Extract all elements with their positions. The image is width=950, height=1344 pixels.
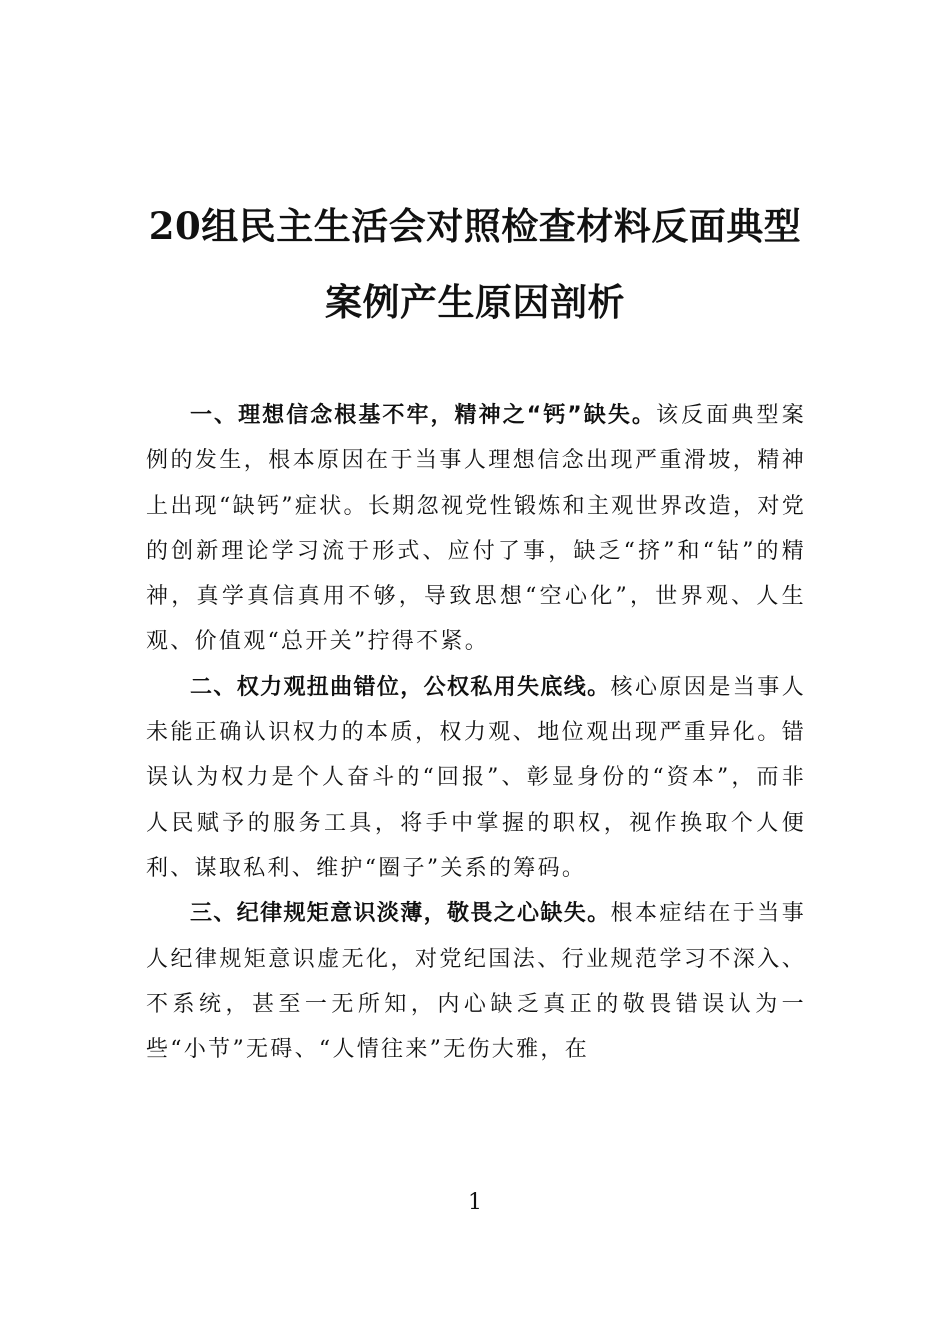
section-paragraph-3 — [146, 891, 806, 1072]
section-text-1: 该反面典型案例的发生，根本原因在于当事人理想信念出现严重滑坡，精神上出现“缺钙”症状。长期忽视党性锻炼和主观世界改造，对党的创新理论学习流于形式、应付了事，缺乏“挤”和“钻”的精神，真学真信真用不够，导致思想“空心化”，世界观、人生观、价值观“总开关”拧得不紧。 — [146, 403, 806, 655]
document-body — [146, 393, 806, 1072]
section-text-2: 核心原因是当事人未能正确认识权力的本质，权力观、地位观出现严重异化。错误认为权力是个人奋斗的“回报”、彰显身份的“资本”，而非人民赋予的服务工具，将手中掌握的职权，视作换取个人便利、谋取私利、维护“圈子”关系的筹码。 — [146, 674, 807, 881]
section-heading-3: 三、纪律规矩意识淡薄，敬畏之心缺失。 — [190, 901, 611, 927]
section-text-3: 根本症结在于当事人纪律规矩意识虚无化，对党纪国法、行业规范学习不深入、不系统，甚至一无所知，内心缺乏真正的敬畏错误认为一些“小节”无碍、“人情往来”无伤大雅，在 — [146, 901, 807, 1063]
section-paragraph-2 — [146, 665, 806, 891]
section-heading-1: 一、理想信念根基不牢，精神之“钙”缺失。 — [190, 403, 656, 428]
page-number: 1 — [468, 1190, 482, 1215]
section-paragraph-1 — [146, 393, 806, 665]
section-heading-2: 二、权力观扭曲错位，公权私用失底线。 — [190, 674, 611, 700]
document-title: 20组民主生活会对照检查材料反面典型案例产生原因剖析 — [148, 204, 802, 324]
